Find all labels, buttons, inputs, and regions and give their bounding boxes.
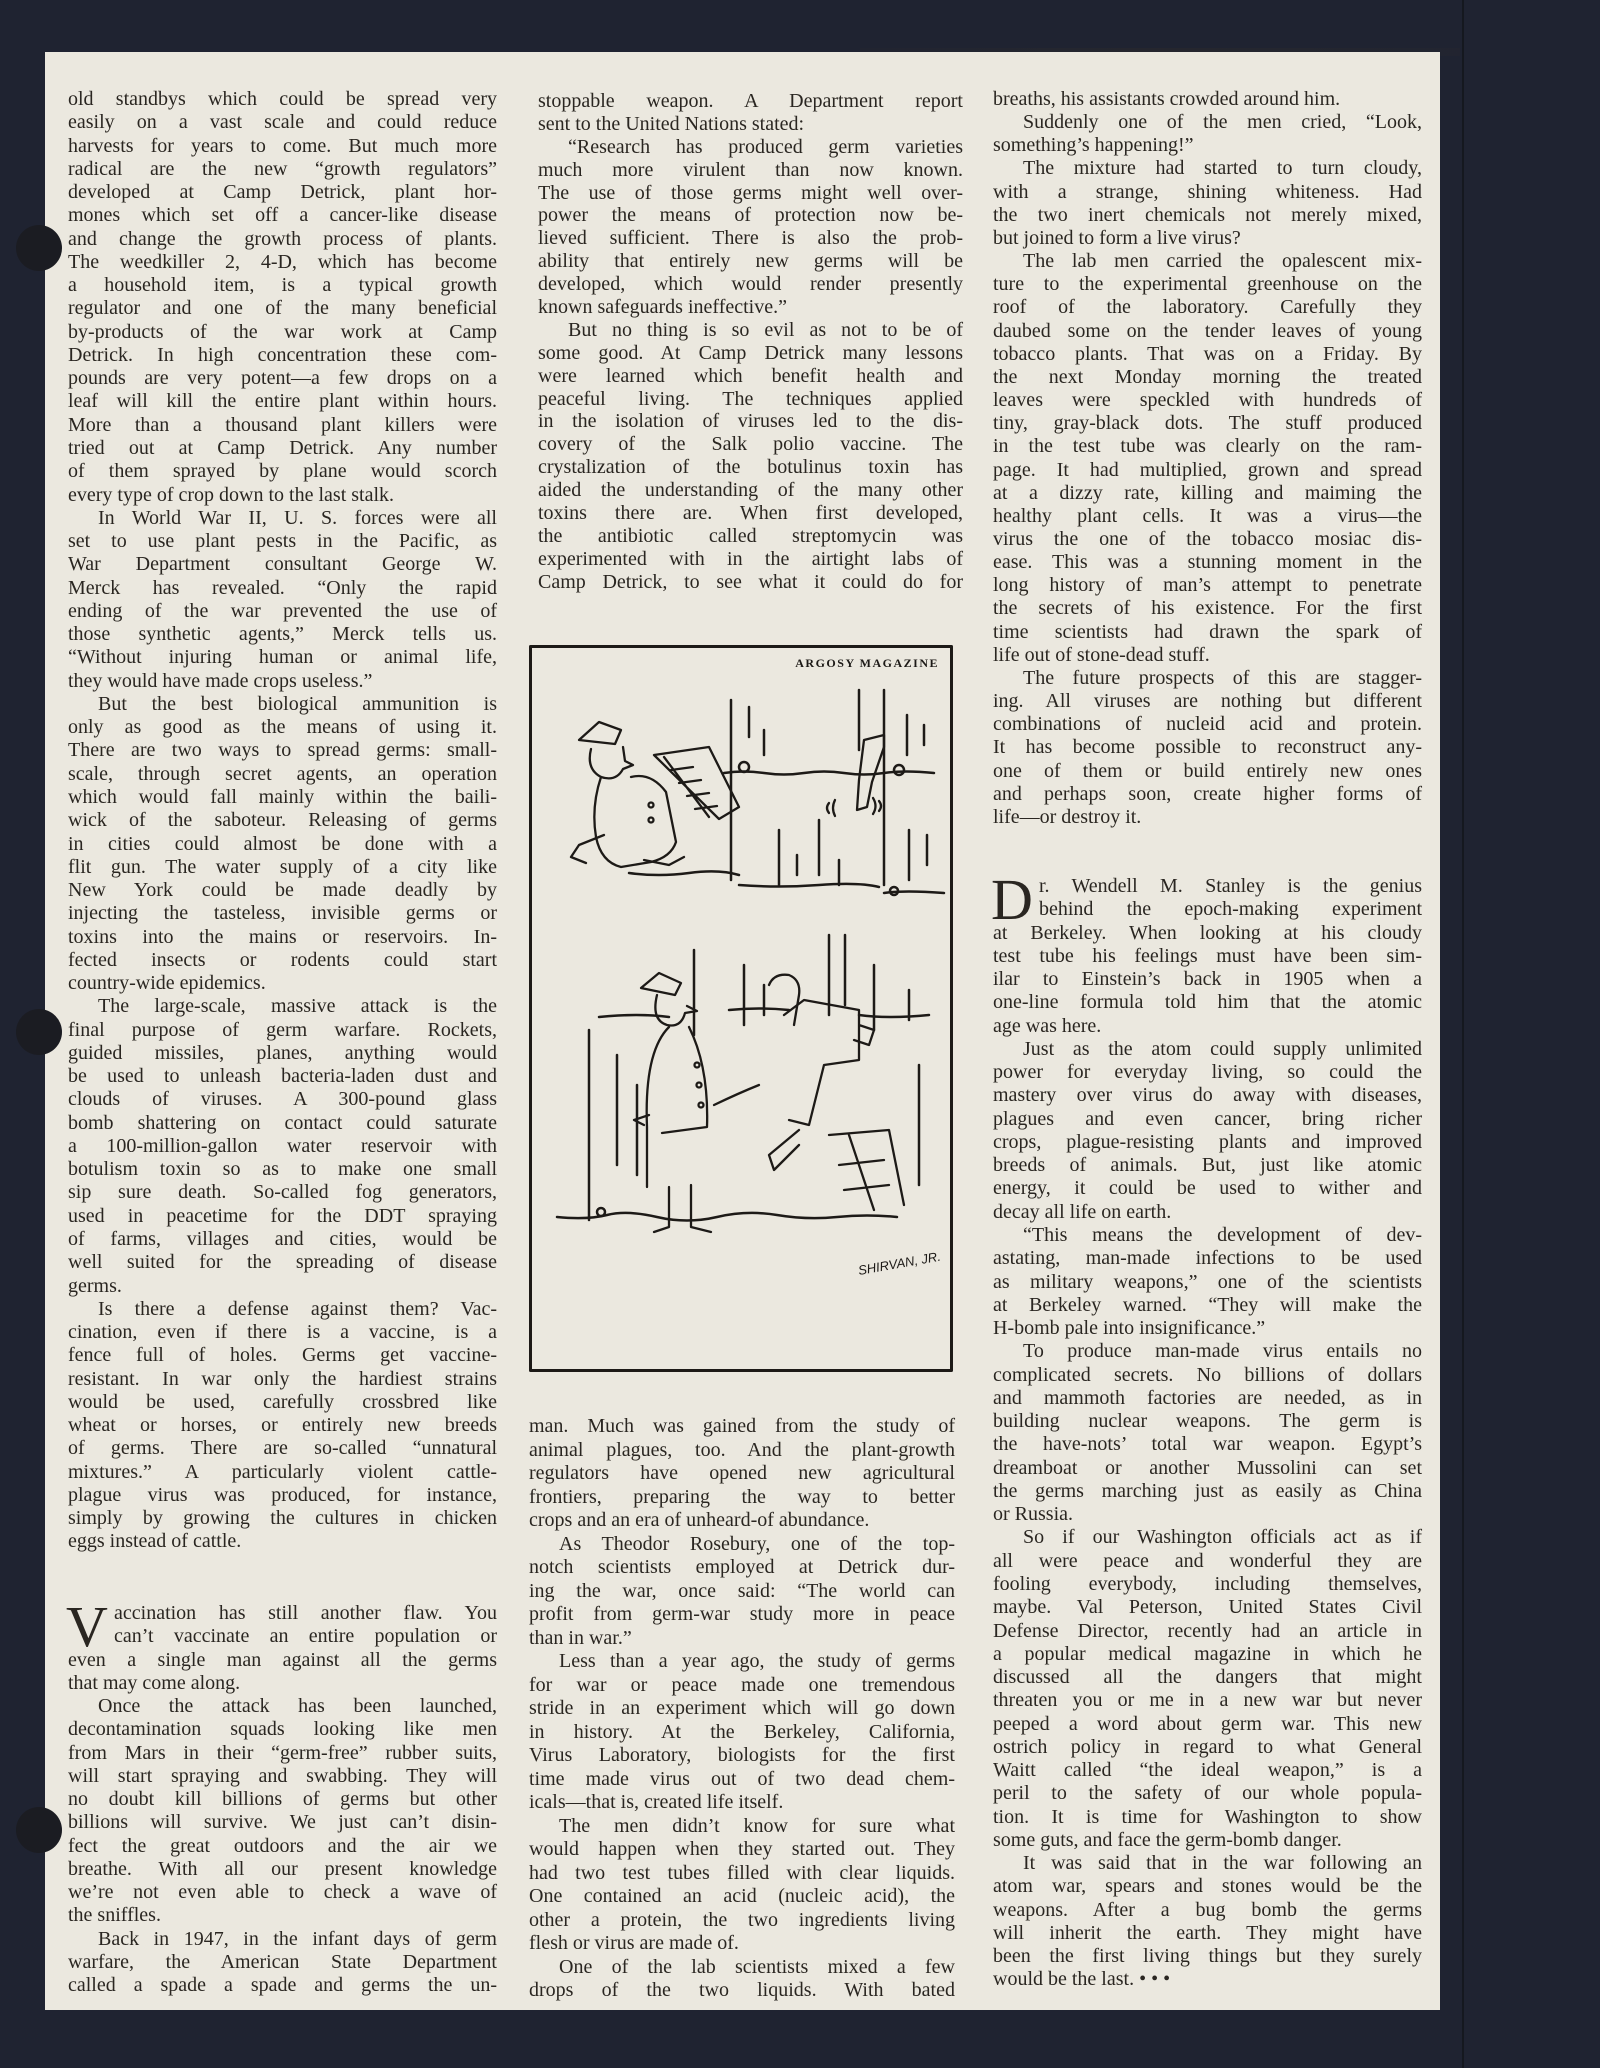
text-line: something’s happening!” [993, 134, 1194, 157]
text-line: warfare, the American State Department [68, 1950, 497, 1973]
text-line: notch scientists employed at Detrick dur- [529, 1556, 955, 1578]
text-line: botulism toxin so as to make one small [68, 1158, 497, 1181]
text-line: all were peace and wonderful they are [993, 1549, 1422, 1572]
text-line: peril to the safety of our whole popula- [993, 1782, 1422, 1805]
text-line: crystalization of the botulinus toxin has [538, 456, 963, 479]
text-line: aided the understanding of the many other [538, 479, 963, 502]
cartoon-illustration [529, 645, 953, 1372]
text-line: plague virus was produced, for instance, [68, 1483, 497, 1506]
text-line: at a dizzy rate, killing and maiming the [993, 481, 1422, 504]
text-line: One contained an acid (nucleic acid), the [529, 1885, 955, 1907]
text-line: The future prospects of this are stagger- [1023, 666, 1422, 689]
text-line: roof of the laboratory. Carefully they [993, 296, 1422, 319]
text-line: will inherit the earth. They might have [993, 1921, 1422, 1944]
text-line: time made virus out of two dead chem- [529, 1767, 955, 1790]
text-line: a household item, is a typical growth [68, 274, 497, 297]
text-line: Defense Director, recently had an article in [993, 1619, 1422, 1642]
text-line: daubed some on the tender leaves of young [993, 319, 1422, 342]
text-line: guided missiles, planes, anything would [68, 1041, 497, 1064]
text-line: Just as the atom could supply unlimited [1023, 1037, 1422, 1060]
text-line: clouds of viruses. A 300-pound glass [68, 1088, 497, 1111]
text-line: been the first living things but they surely [993, 1945, 1422, 1968]
text-line: old standbys which could be spread very [68, 88, 497, 110]
text-line: But no thing is so evil as not to be of [568, 318, 963, 341]
text-line: will start spraying and swabbing. They will [68, 1764, 497, 1787]
text-line: or Russia. [993, 1503, 1073, 1526]
text-line: fected insects or rodents could start [68, 948, 497, 971]
drop-cap: D [991, 867, 1033, 932]
column-3-section-2 [991, 867, 1422, 1992]
text-line: easily on a vast scale and could reduce [68, 111, 497, 134]
text-line: we’re not even able to check a wave of [68, 1881, 497, 1904]
text-line: be used to unleash bacteria-laden dust and [68, 1065, 497, 1088]
drop-cap: V [66, 1594, 108, 1659]
text-line: breeds of animals. But, just like atomic [993, 1154, 1422, 1177]
text-line: time scientists had drawn the spark of [993, 620, 1422, 643]
text-line: ending of the war prevented the use of [68, 599, 497, 622]
text-line: discussed all the dangers that might [993, 1666, 1422, 1689]
text-line: cination, even if there is a vaccine, is a [68, 1321, 497, 1344]
text-line: regulator and one of the many beneficial [68, 297, 497, 320]
text-line: life—or destroy it. [993, 805, 1142, 828]
text-line: dreamboat or another Mussolini can set [993, 1456, 1422, 1479]
text-line: The men didn’t know for sure what [559, 1814, 955, 1837]
text-line: with a strange, shining whiteness. Had [993, 180, 1422, 203]
text-line: the sniffles. [68, 1904, 161, 1927]
text-line: were learned which benefit health and [538, 364, 963, 387]
text-line: Virus Laboratory, biologists for the first [529, 1744, 955, 1766]
text-line: one-line formula told him that the atomic [993, 991, 1422, 1014]
text-line: life out of stone-dead stuff. [993, 643, 1210, 666]
text-line: tiny, gray-black dots. The stuff produced [993, 412, 1422, 435]
text-line: developed at Camp Detrick, plant hor- [68, 181, 497, 204]
text-line: final purpose of germ warfare. Rockets, [68, 1018, 497, 1041]
text-line: ostrich policy in regard to what General [993, 1735, 1422, 1758]
text-line: To produce man-made virus entails no [1023, 1340, 1422, 1363]
text-line: mixtures.” A particularly violent cattle- [68, 1460, 497, 1483]
text-line: power the means of protection now be- [538, 204, 963, 227]
text-line: than in war.” [529, 1626, 632, 1649]
text-line: New York could be made deadly by [68, 879, 497, 902]
text-line: long history of man’s attempt to penetrate [993, 574, 1422, 597]
board-edge [1462, 0, 1464, 2068]
text-line: radical are the new “growth regulators” [68, 157, 497, 180]
text-line: decontamination squads looking like men [68, 1718, 497, 1741]
text-line: ture to the experimental greenhouse on the [993, 273, 1422, 296]
text-line: Merck has revealed. “Only the rapid [68, 576, 497, 599]
text-line: frontiers, preparing the way to better [529, 1485, 955, 1508]
text-line: The mixture had started to turn cloudy, [1023, 157, 1422, 180]
text-line: every type of crop down to the last stalk. [68, 483, 395, 506]
text-line: crops and an era of unheard-of abundance. [529, 1509, 870, 1531]
text-line: weapons. After a bug bomb the germs [993, 1898, 1422, 1921]
text-line: leaves were speckled with hundreds of [993, 389, 1422, 412]
text-line: healthy plant cells. It was a virus—the [993, 504, 1422, 527]
text-line: and change the growth process of plants. [68, 227, 497, 250]
text-line: which would fall mainly within the baili- [68, 785, 497, 808]
text-line: “Research has produced germ varieties [568, 135, 963, 158]
text-line: The weedkiller 2, 4-D, which has become [68, 250, 497, 273]
text-line: flit gun. The water supply of a city like [68, 855, 497, 878]
text-line: billions will survive. We just can’t disin- [68, 1811, 497, 1834]
text-line: toxins into the mains or reservoirs. In- [68, 925, 497, 948]
text-line: only as good as the means of using it. [68, 716, 497, 739]
text-line: known safeguards ineffective.” [538, 296, 787, 319]
text-line: of them sprayed by plane would scorch [68, 460, 497, 483]
text-line: resistant. In war only the hardiest strains [68, 1367, 497, 1390]
text-line: some guts, and face the germ-bomb danger. [993, 1828, 1342, 1851]
text-line: r. Wendell M. Stanley is the genius [1039, 875, 1422, 897]
text-line: set to use plant pests in the Pacific, as [68, 530, 497, 553]
text-line: stoppable weapon. A Department report [538, 90, 963, 112]
text-line: a popular medical magazine in which he [993, 1642, 1422, 1665]
text-line: ability that entirely new germs will be [538, 250, 963, 273]
text-line: flesh or virus are made of. [529, 1932, 739, 1954]
text-line: wick of the saboteur. Releasing of germs [68, 809, 497, 832]
text-line: had two test tubes filled with clear liquids. [529, 1861, 955, 1884]
text-line: page. It had multiplied, grown and spread [993, 458, 1422, 481]
text-line: that may come along. [68, 1671, 241, 1694]
text-line: building nuclear weapons. The germ is [993, 1410, 1422, 1433]
text-line: decay all life on earth. [993, 1200, 1172, 1223]
text-line: the two inert chemicals not merely mixed, [993, 203, 1422, 226]
text-line: scale, through secret agents, an operation [68, 762, 497, 785]
text-line: Once the attack has been launched, [98, 1695, 497, 1718]
punch-hole [16, 225, 62, 271]
text-line: lieved sufficient. There is also the prob- [538, 227, 963, 250]
text-line: Waitt called “the ideal weapon,” is a [993, 1759, 1422, 1782]
text-line: experimented with in the airtight labs of [538, 547, 963, 570]
text-line: peaceful living. The techniques applied [538, 387, 963, 410]
text-line: behind the epoch-making experiment [1039, 898, 1422, 921]
text-line: toxins there are. When first developed, [538, 502, 963, 525]
text-line: the germs marching just as easily as China [993, 1479, 1422, 1502]
text-line: those synthetic agents,” Merck tells us. [68, 623, 497, 646]
text-line: in the test tube was clearly on the ram- [993, 435, 1422, 458]
text-line: test tube his feelings must have been sim- [993, 944, 1422, 967]
text-line: mones which set off a cancer-like disease [68, 204, 497, 227]
text-line: harvests for years to come. But much more [68, 134, 497, 157]
text-line: H-bomb pale into insignificance.” [993, 1317, 1266, 1340]
text-line: other a protein, the two ingredients living [529, 1908, 955, 1931]
text-line: even a single man against all the germs [68, 1648, 497, 1671]
text-line: and mammoth factories are needed, as in [993, 1386, 1422, 1409]
text-line: profit from germ-war study more in peace [529, 1603, 955, 1625]
text-line: fect the great outdoors and the air we [68, 1834, 497, 1857]
text-line: of germs. There are so-called “unnatural [68, 1437, 497, 1460]
text-line: Camp Detrick, to see what it could do for [538, 570, 963, 593]
text-line: fooling everybody, including themselves, [993, 1572, 1422, 1595]
text-line: drops of the two liquids. With bated [529, 1979, 955, 2001]
text-line: no doubt kill billions of germs but other [68, 1788, 497, 1811]
text-line: age was here. [993, 1014, 1102, 1037]
cartoon-credit: ARGOSY MAGAZINE [795, 656, 939, 670]
text-line: tobacco plants. That was on a Friday. By [993, 342, 1422, 365]
text-line: ease. This was a stunning moment in the [993, 551, 1422, 574]
column-1-section-2 [66, 1594, 497, 1998]
text-line: threaten you or me in a new war but never [993, 1689, 1422, 1712]
text-line: Suddenly one of the men cried, “Look, [1023, 111, 1422, 134]
text-line: tried out at Camp Detrick. Any number [68, 436, 497, 459]
text-line: used in peacetime for the DDT spraying [68, 1204, 497, 1227]
column-3-section-1 [993, 88, 1422, 829]
text-line: bomb shattering on contact could saturate [68, 1111, 497, 1134]
text-line: simply by growing the cultures in chicken [68, 1507, 497, 1530]
text-line: Back in 1947, in the infant days of germ [98, 1927, 497, 1950]
text-line: country-wide epidemics. [68, 972, 266, 995]
text-line: one of them or build entirely new ones [993, 759, 1422, 782]
text-line: peeped a word about germ war. This new [993, 1712, 1422, 1735]
text-line: astating, man-made infections to be used [993, 1247, 1422, 1270]
text-line: eggs instead of cattle. [68, 1530, 242, 1553]
handshake-figures [634, 973, 904, 1232]
text-line: animal plagues, too. And the plant-growth [529, 1438, 955, 1461]
text-line: wheat or horses, or entirely new breeds [68, 1414, 497, 1437]
text-line: the have-nots’ total war weapon. Egypt’s [993, 1433, 1422, 1456]
text-line: at Berkeley. When looking at his cloudy [993, 921, 1422, 944]
column-2-section-2 [529, 1415, 955, 2003]
text-line: well suited for the spreading of disease [68, 1251, 497, 1274]
text-line: plagues and even cancer, bring richer [993, 1107, 1422, 1130]
text-line: As Theodor Rosebury, one of the top- [559, 1532, 955, 1555]
text-line: power for everyday living, so could the [993, 1061, 1422, 1084]
text-line: ilar to Einstein’s back in 1905 when a [993, 968, 1422, 991]
text-line: More than a thousand plant killers were [68, 413, 497, 436]
text-line: It has become possible to reconstruct any- [993, 736, 1422, 759]
text-line: One of the lab scientists mixed a few [559, 1955, 955, 1978]
text-line: much more virulent than now known. [538, 158, 963, 181]
text-line: man. Much was gained from the study of [529, 1415, 955, 1437]
column-2-section-1 [538, 90, 963, 594]
text-line: mastery over virus do away with diseases, [993, 1084, 1422, 1107]
text-line: Less than a year ago, the study of germs [559, 1650, 955, 1672]
text-line: in history. At the Berkeley, California, [529, 1720, 955, 1743]
text-line: covery of the Salk polio vaccine. The [538, 433, 963, 456]
text-line: pounds are very potent—a few drops on a [68, 367, 497, 390]
text-line: atom war, spears and stones would be the [993, 1875, 1422, 1898]
text-line: So if our Washington officials act as if [1023, 1526, 1422, 1549]
text-line: accination has still another flaw. You [114, 1602, 497, 1624]
column-1-section-1 [68, 88, 497, 1554]
text-line: regulators have opened new agricultural [529, 1462, 955, 1484]
text-line: they would have made crops useless.” [68, 669, 373, 692]
hand-through-wall [827, 735, 884, 816]
text-line: crops, plague-resisting plants and improved [993, 1130, 1422, 1153]
text-line: There are two ways to spread germs: small- [68, 739, 497, 762]
text-line: injecting the tasteless, invisible germs or [68, 902, 497, 925]
text-line: In World War II, U. S. forces were all [98, 506, 497, 529]
text-line: can’t vaccinate an entire population or [114, 1625, 497, 1648]
text-line: called a spade a spade and germs the un- [68, 1974, 497, 1997]
text-line: War Department consultant George W. [68, 553, 497, 576]
text-line: “This means the development of dev- [1023, 1223, 1422, 1246]
text-line: icals—that is, created life itself. [529, 1791, 784, 1813]
text-line: But the best biological ammunition is [98, 692, 497, 715]
text-line: would be the last. • • • [993, 1968, 1171, 1991]
text-line: at Berkeley warned. “They will make the [993, 1293, 1422, 1316]
text-line: breathe. With all our present knowledge [68, 1857, 497, 1880]
punch-hole [16, 1009, 62, 1055]
text-line: complicated secrets. No billions of dollars [993, 1363, 1422, 1386]
text-line: ing. All viruses are nothing but different [993, 690, 1422, 713]
text-line: Detrick. In high concentration these com- [68, 343, 497, 366]
text-line: would be used, carefully crossbred like [68, 1390, 497, 1413]
text-line: and perhaps soon, create higher forms of [993, 782, 1422, 805]
text-line: breaths, his assistants crowded around him. [993, 88, 1341, 110]
text-line: developed, which would render presently [538, 273, 963, 296]
text-line: ing the war, once said: “The world can [529, 1579, 955, 1602]
punch-hole [16, 1807, 62, 1853]
text-line: energy, it could be used to wither and [993, 1177, 1422, 1200]
text-line: The large-scale, massive attack is the [98, 995, 497, 1018]
text-line: the antibiotic called streptomycin was [538, 524, 963, 547]
man-with-ladder-figure [571, 722, 739, 867]
text-line: would happen when they started out. They [529, 1838, 955, 1860]
text-line: tion. It is time for Washington to show [993, 1805, 1422, 1828]
text-line: a 100-million-gallon water reservoir with [68, 1134, 497, 1157]
text-line: The lab men carried the opalescent mix- [1023, 250, 1422, 273]
text-line: the secrets of his existence. For the first [993, 597, 1422, 620]
text-line: leaf will kill the entire plant within hours. [68, 390, 497, 413]
text-line: The use of those germs might well over- [538, 181, 963, 204]
bottom-panel-wall [557, 935, 929, 1221]
text-line: sent to the United Nations stated: [538, 112, 805, 135]
text-line: “Without injuring human or animal life, [68, 646, 497, 669]
text-line: some good. At Camp Detrick many lessons [538, 341, 963, 364]
text-line: for war or peace made one tremendous [529, 1673, 955, 1696]
text-line: in cities could almost be done with a [68, 832, 497, 855]
text-line: from Mars in their “germ-free” rubber suits, [68, 1741, 497, 1764]
text-line: as military weapons,” one of the scientists [993, 1270, 1422, 1293]
text-line: germs. [68, 1274, 122, 1297]
text-line: of farms, villages and cities, would be [68, 1228, 497, 1251]
text-line: fence full of holes. Germs get vaccine- [68, 1344, 497, 1367]
text-line: but joined to form a live virus? [993, 226, 1241, 249]
text-line: maybe. Val Peterson, United States Civil [993, 1596, 1422, 1619]
text-line: the next Monday morning the treated [993, 365, 1422, 388]
text-line: stride in an experiment which will go down [529, 1697, 955, 1719]
text-line: by-products of the war work at Camp [68, 320, 497, 343]
top-panel-wall [629, 690, 944, 895]
text-line: Is there a defense against them? Vac- [98, 1297, 497, 1320]
text-line: sip sure death. So-called fog generators, [68, 1181, 497, 1204]
text-line: combinations of nucleid acid and protein. [993, 713, 1422, 736]
text-line: in the isolation of viruses led to the dis- [538, 410, 963, 433]
text-line: virus the one of the tobacco mosiac dis- [993, 527, 1422, 550]
text-line: It was said that in the war following an [1023, 1852, 1422, 1875]
cartoonist-signature: SHIRVAN, JR. [856, 1248, 942, 1278]
